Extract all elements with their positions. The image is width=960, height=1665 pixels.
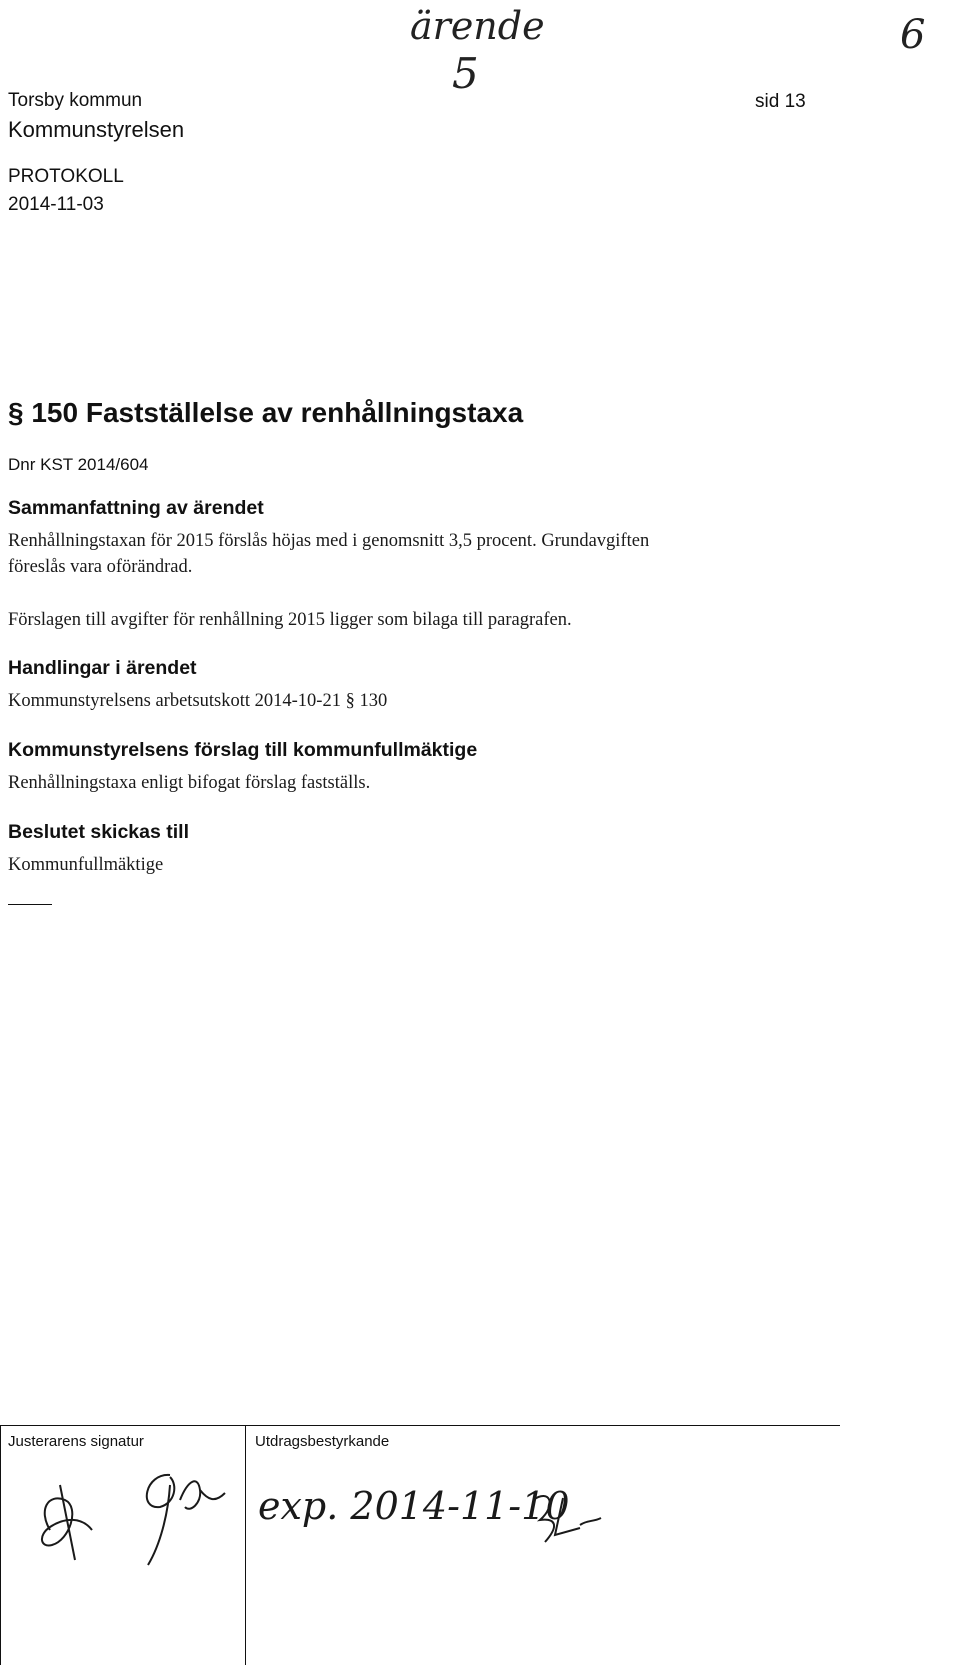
handwritten-arende-note: ärende bbox=[410, 4, 545, 48]
handwritten-corner-number: 6 bbox=[900, 12, 926, 58]
meeting-date: 2014-11-03 bbox=[8, 194, 104, 215]
adjuster-signature-label: Justerarens signatur bbox=[8, 1433, 144, 1450]
section-title bbox=[8, 396, 523, 430]
adjuster-signatures bbox=[20, 1455, 240, 1575]
section-title-text: 150 Fastställelse av renhållningstaxa bbox=[31, 397, 524, 428]
page-number: sid 13 bbox=[755, 91, 806, 112]
extract-signature bbox=[525, 1480, 605, 1550]
case-number: Dnr KST 2014/604 bbox=[8, 455, 149, 474]
summary-line-1: Renhållningstaxan för 2015 förslås höjas med i genomsnitt 3,5 procent. Grundavgiften bbox=[8, 531, 650, 551]
footer-divider bbox=[245, 1425, 246, 1665]
extract-handwritten-date: exp. 2014-11-10 bbox=[258, 1484, 570, 1528]
documents-heading: Handlingar i ärendet bbox=[8, 657, 197, 679]
proposal-heading: Kommunstyrelsens förslag till kommunfullmäktige bbox=[8, 739, 478, 761]
decision-sent-heading: Beslutet skickas till bbox=[8, 821, 190, 843]
documents-item: Kommunstyrelsens arbetsutskott 2014-10-21 § 130 bbox=[8, 691, 388, 711]
organization-name: Torsby kommun bbox=[8, 90, 143, 111]
handwritten-number-note: 5 bbox=[452, 49, 479, 98]
committee-name: Kommunstyrelsen bbox=[8, 117, 185, 142]
paragraph-symbol: § bbox=[8, 397, 24, 428]
footer-left-border bbox=[0, 1425, 1, 1665]
footer-top-rule bbox=[0, 1425, 840, 1426]
summary-line-2: föreslås vara oförändrad. bbox=[8, 557, 193, 577]
end-divider bbox=[8, 904, 52, 905]
proposal-text: Renhållningstaxa enligt bifogat förslag fastställs. bbox=[8, 773, 371, 793]
document-type: PROTOKOLL bbox=[8, 166, 124, 187]
summary-heading: Sammanfattning av ärendet bbox=[8, 497, 264, 519]
summary-paragraph-2: Förslagen till avgifter för renhållning 2015 ligger som bilaga till paragrafen. bbox=[8, 610, 572, 630]
extract-certification-label: Utdragsbestyrkande bbox=[255, 1433, 390, 1450]
decision-recipient: Kommunfullmäktige bbox=[8, 855, 164, 875]
